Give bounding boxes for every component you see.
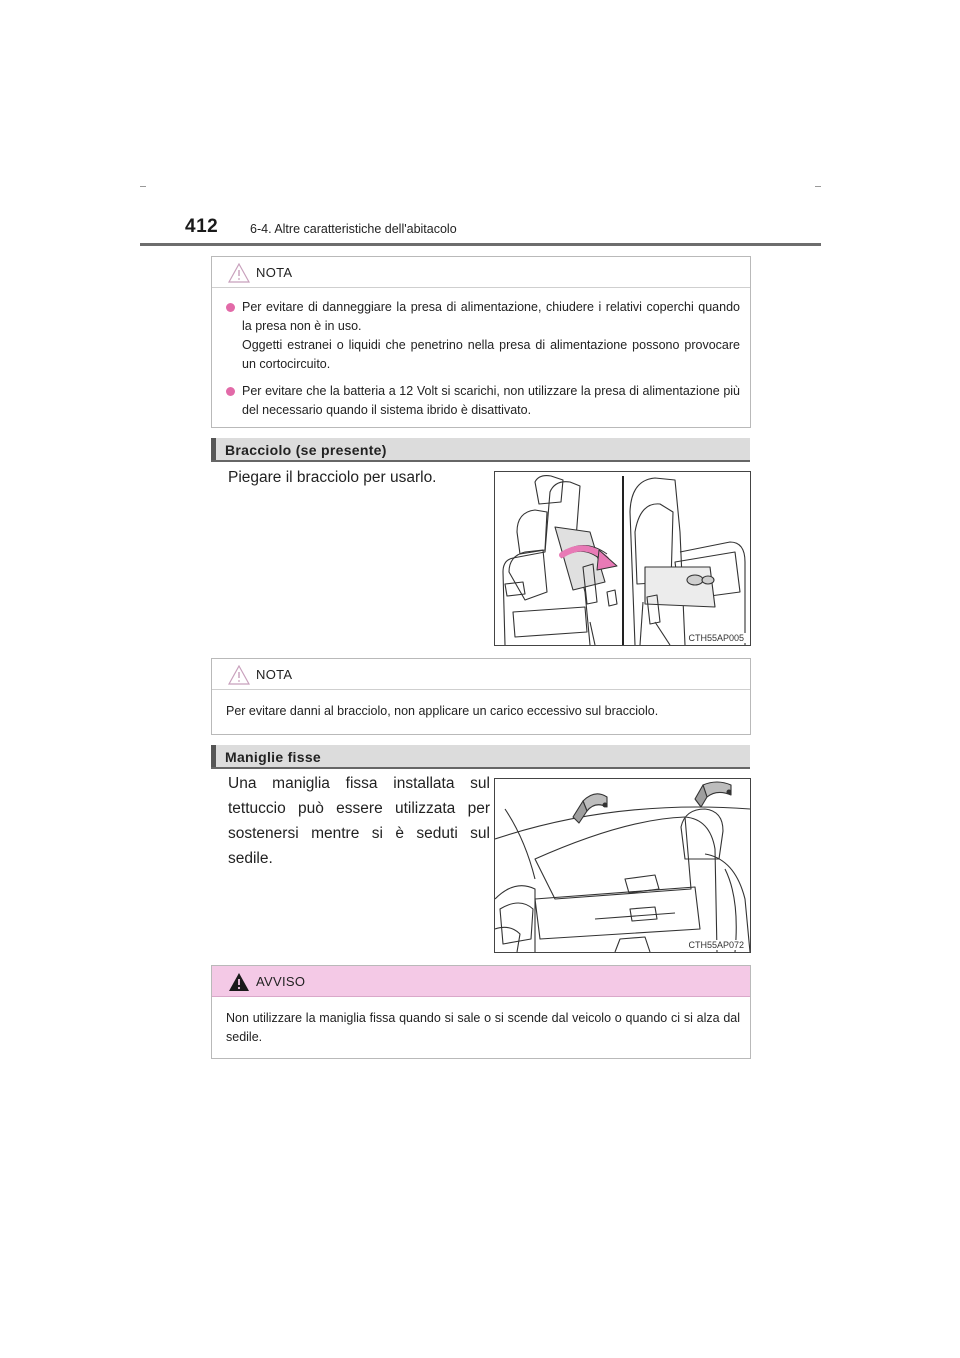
nota-text: Per evitare che la batteria a 12 Volt si scarichi, non utilizzare la presa di alimentazione più del necessario quando il sistema ibrido è disattivato. bbox=[242, 384, 740, 417]
armrest-instruction: Piegare il bracciolo per usarlo. bbox=[228, 469, 437, 486]
list-item bbox=[226, 382, 740, 420]
nota-text: Per evitare danni al bracciolo, non applicare un carico eccessivo sul bracciolo. bbox=[226, 704, 659, 718]
page-number: 412 bbox=[185, 216, 219, 237]
chapter-title: 6-4. Altre caratteristiche dell'abitacolo bbox=[250, 222, 457, 236]
list-item bbox=[226, 298, 740, 374]
nota-label: NOTA bbox=[256, 265, 293, 280]
figure-code: CTH55AP005 bbox=[688, 633, 744, 643]
nota-text: Oggetti estranei o liquidi che penetrino nella presa di alimentazione possono provocare un cortocircuito. bbox=[242, 338, 740, 371]
avviso-text: Non utilizzare la maniglia fissa quando si sale o si scende dal veicolo o quando ci si alza dal sedile. bbox=[226, 1011, 740, 1044]
avviso-label: AVVISO bbox=[256, 974, 306, 989]
section-title: Maniglie fisse bbox=[225, 749, 322, 765]
nota-box-armrest bbox=[211, 658, 751, 735]
nota-header bbox=[212, 659, 750, 690]
crop-mark-left bbox=[140, 186, 146, 187]
handles-description: Una maniglia fissa installata sul tettuccio può essere utilizzata per sostenersi mentre si è seduti sul sedile. bbox=[228, 775, 490, 867]
caution-triangle-icon bbox=[228, 665, 250, 685]
nota-header bbox=[212, 257, 750, 288]
section-header-armrest bbox=[211, 438, 750, 462]
nota-body bbox=[212, 690, 750, 731]
nota-text: Per evitare di danneggiare la presa di alimentazione, chiudere i relativi coperchi quando la presa non è in uso. bbox=[242, 300, 740, 333]
section-title: Bracciolo (se presente) bbox=[225, 442, 387, 458]
avviso-box bbox=[211, 965, 751, 1059]
bullet-icon bbox=[226, 303, 235, 312]
bullet-icon bbox=[226, 387, 235, 396]
crop-mark-right bbox=[815, 186, 821, 187]
avviso-body bbox=[212, 997, 750, 1057]
section-accent bbox=[211, 745, 216, 767]
avviso-header bbox=[212, 966, 750, 997]
nota-label: NOTA bbox=[256, 667, 293, 682]
assist-grip-drawing bbox=[495, 779, 750, 952]
section-header-handles bbox=[211, 745, 750, 769]
armrest-illustration bbox=[494, 471, 751, 646]
assist-grip-illustration bbox=[494, 778, 751, 953]
figure-code: CTH55AP072 bbox=[688, 940, 744, 950]
section-accent bbox=[211, 438, 216, 460]
warning-triangle-icon bbox=[228, 972, 250, 992]
armrest-drawing bbox=[495, 472, 750, 645]
caution-triangle-icon bbox=[228, 263, 250, 283]
nota-body bbox=[212, 288, 750, 430]
nota-box-power-outlet bbox=[211, 256, 751, 428]
header-rule bbox=[140, 243, 821, 246]
